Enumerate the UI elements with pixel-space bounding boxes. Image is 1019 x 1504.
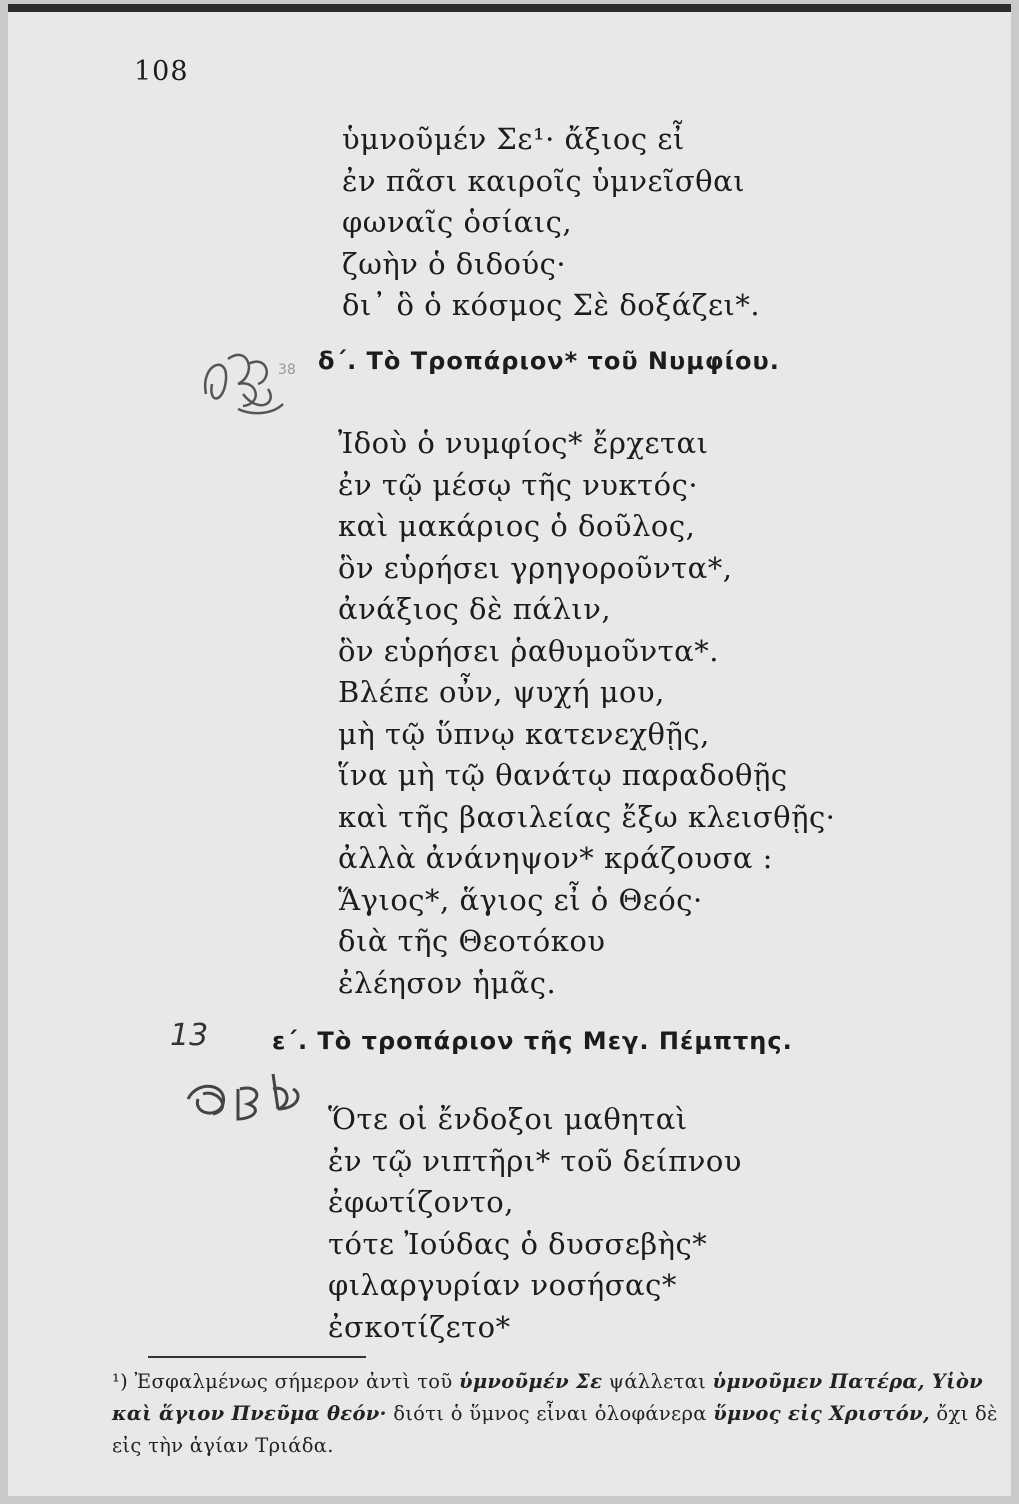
footnote-text: Ἐσφαλμένως σήμερον ἀντὶ τοῦ — [134, 1370, 453, 1393]
footnote-emphasis: ὑμνοῦμεν Πατέρα, Υἱὸν καὶ ἅγιον Πνεῦμα θεόν· — [112, 1370, 984, 1425]
pencil-scribble-icon — [178, 1059, 338, 1134]
footnote-emphasis: ὑμνοῦμέν Σε — [458, 1370, 603, 1393]
footnote-text: ψάλλεται — [608, 1370, 707, 1393]
verse-line: ἐλέησον ἡμᾶς. — [338, 965, 557, 1000]
svg-text:38: 38 — [278, 362, 296, 378]
handwritten-margin-number: 13 — [170, 1018, 209, 1053]
verse-line: Ὅτε οἱ ἔνδοξοι μαθηταὶ — [328, 1102, 688, 1136]
stanza-troparion — [338, 423, 835, 1004]
stanza-holy-thursday — [328, 1099, 742, 1348]
verse-line: δι᾽ ὃ ὁ κόσμος Σὲ δοξάζει*. — [342, 288, 761, 322]
verse-line: ὃν εὑρήσει γρηγοροῦντα*, — [338, 550, 733, 585]
footnote-rule — [148, 1356, 366, 1358]
verse-line: Ἰδοὺ ὁ νυμφίος* ἔρχεται — [338, 426, 709, 460]
verse-line: Ἅγιος*, ἅγιος εἶ ὁ Θεός· — [338, 882, 703, 917]
verse-line: καὶ μακάριος ὁ δοῦλος, — [338, 509, 696, 543]
footnote-text: διότι ὁ ὕμνος εἶναι ὁλοφάνερα — [393, 1402, 707, 1425]
verse-line: φιλαργυρίαν νοσήσας* — [328, 1268, 677, 1302]
footnote-marker: ¹) — [112, 1370, 129, 1393]
verse-line: φωναῖς ὁσίαις, — [342, 205, 573, 239]
stanza-hymn — [342, 119, 760, 327]
verse-line: διὰ τῆς Θεοτόκου — [338, 924, 606, 958]
section-heading: ε΄. Τὸ τροπάριον τῆς Μεγ. Πέμπτης. — [272, 1027, 793, 1055]
verse-line: Βλέπε οὖν, ψυχή μου, — [338, 675, 665, 709]
scan-top-edge — [8, 4, 1011, 12]
verse-line: ἐν τῷ νιπτῆρι* τοῦ δείπνου — [328, 1143, 742, 1178]
verse-line: ἀλλὰ ἀνάνηψον* κράζουσα : — [338, 841, 773, 875]
verse-line: μὴ τῷ ὕπνῳ κατενεχθῇς, — [338, 716, 710, 751]
footnote-text: ὄχι δὲ εἰς τὴν ἁγίαν Τριάδα. — [112, 1402, 998, 1457]
verse-line: ὑμνοῦμέν Σε¹· ἄξιος εἶ — [342, 122, 685, 156]
verse-line: καὶ τῆς βασιλείας ἔξω κλεισθῇς· — [338, 799, 836, 834]
verse-line: ἐν πᾶσι καιροῖς ὑμνεῖσθαι — [342, 163, 746, 198]
book-page — [8, 4, 1011, 1496]
footnote-emphasis: ὕμνος εἰς Χριστόν, — [713, 1402, 930, 1425]
verse-line: ἐν τῷ μέσῳ τῆς νυκτός· — [338, 467, 699, 502]
section-heading: δ΄. Τὸ Τροπάριον* τοῦ Νυμφίου. — [318, 347, 780, 375]
pencil-scribble-icon — [198, 334, 328, 419]
verse-line: ἐσκοτίζετο* — [328, 1309, 511, 1344]
verse-line: τότε Ἰούδας ὁ δυσσεβὴς* — [328, 1226, 708, 1261]
page-number: 108 — [134, 56, 189, 87]
verse-line: ὃν εὑρήσει ῥαθυμοῦντα*. — [338, 633, 719, 668]
verse-line: ἀνάξιος δὲ πάλιν, — [338, 592, 612, 626]
footnote — [112, 1366, 1002, 1462]
verse-line: ἐφωτίζοντο, — [328, 1185, 514, 1219]
verse-line: ἵνα μὴ τῷ θανάτῳ παραδοθῇς — [338, 758, 788, 792]
verse-line: ζωὴν ὁ διδούς· — [342, 246, 567, 281]
